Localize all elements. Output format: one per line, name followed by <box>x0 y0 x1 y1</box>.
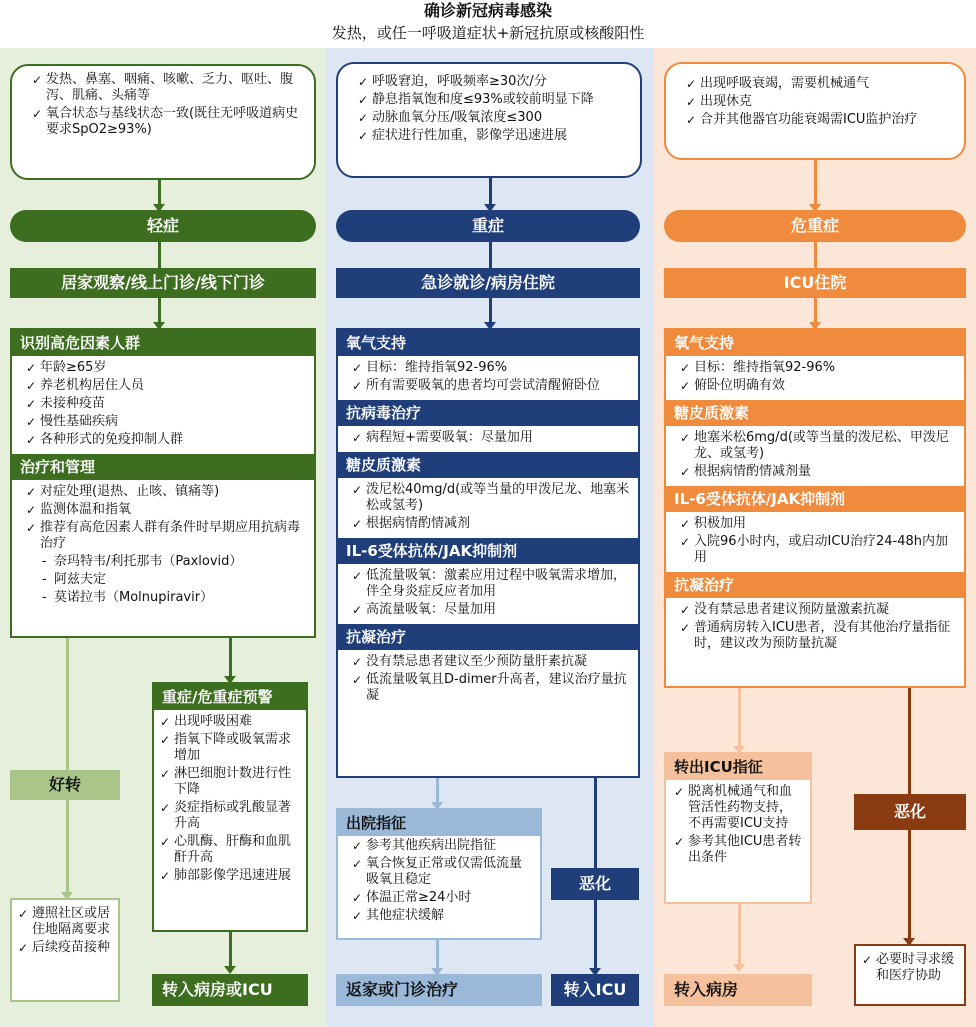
severe-criteria-item: ✓ 动脉血氧分压/吸氧浓度≤300 <box>356 110 630 126</box>
connector <box>814 242 817 268</box>
icu-transfer-out-item: ✓ 脱离机械通气和血管活性药物支持，不再需要ICU支持 <box>672 784 804 832</box>
severe-worsening-label: 恶化 <box>551 868 639 900</box>
discharge-criteria-item: ✓ 其他症状缓解 <box>350 908 534 924</box>
transfer-icu-label: 转入ICU <box>551 974 639 1006</box>
icu-anticoagulation-heading: 抗凝治疗 <box>666 572 964 598</box>
critical-criteria-box <box>664 62 966 160</box>
anticoagulation-heading: 抗凝治疗 <box>338 624 638 650</box>
page-title: 确诊新冠病毒感染 <box>423 1 552 20</box>
treatment-item: ✓ 推荐有高危因素人群有条件时早期应用抗病毒治疗 <box>24 520 308 552</box>
icu-il6-jak-item: ✓ 入院96小时内，或启动ICU治疗24-48h内加用 <box>678 534 958 566</box>
mild-management-panel <box>10 328 316 638</box>
warning-item: ✓ 指氧下降或吸氧需求增加 <box>158 732 300 764</box>
icu-transfer-out-item: ✓ 参考其他ICU患者转出条件 <box>672 834 804 866</box>
connector <box>814 160 817 210</box>
improved-label: 好转 <box>10 770 120 800</box>
il6-jak-item: ✓ 低流量吸氧：激素应用过程中吸氧需求增加，伴全身炎症反应者加用 <box>350 568 632 600</box>
icu-transfer-out-panel <box>664 752 812 904</box>
critical-care-setting: ICU住院 <box>664 268 966 298</box>
severe-warning-heading: 重症/危重症预警 <box>154 684 306 710</box>
critical-severity-pill: 危重症 <box>664 210 966 242</box>
steroid-heading: 糖皮质激素 <box>338 452 638 478</box>
oxygen-support-item: ✓ 目标：维持指氧92-96% <box>350 360 632 376</box>
risk-factor-item: ✓ 养老机构居住人员 <box>24 378 308 394</box>
mild-criteria-box <box>10 64 316 180</box>
improved-action-item: ✓ 遵照社区或居住地隔离要求 <box>16 906 114 938</box>
steroid-item: ✓ 根据病情酌情减剂 <box>350 516 632 532</box>
severe-care-setting: 急诊就诊/病房住院 <box>336 268 640 298</box>
risk-factor-item: ✓ 未接种疫苗 <box>24 396 308 412</box>
arrow-head <box>733 964 745 972</box>
critical-worsening-label: 恶化 <box>854 794 966 830</box>
transfer-ward-label: 转入病房 <box>664 974 812 1006</box>
connector <box>158 242 161 268</box>
home-or-outpatient-label: 返家或门诊治疗 <box>336 974 542 1006</box>
treatment-item: ✓ 对症处理(退热、止咳、镇痛等) <box>24 484 308 500</box>
severe-severity-pill: 重症 <box>336 210 640 242</box>
page-subtitle: 发热，或任一呼吸道症状+新冠抗原或核酸阳性 <box>331 24 645 42</box>
icu-steroid-item: ✓ 根据病情酌情减剂量 <box>678 464 958 480</box>
connector <box>908 688 911 794</box>
improved-action-item: ✓ 后续疫苗接种 <box>16 940 114 956</box>
treatment-item: ✓ 监测体温和指氧 <box>24 502 308 518</box>
arrow-head <box>224 966 236 974</box>
critical-criteria-item: ✓ 合并其他器官功能衰竭需ICU监护治疗 <box>684 112 954 128</box>
warning-item: ✓ 肺部影像学迅速进展 <box>158 868 300 884</box>
connector <box>66 800 69 898</box>
antiviral-drug-item: - 奈玛特韦/利托那韦（Paxlovid） <box>24 554 308 570</box>
critical-criteria-item: ✓ 出现呼吸衰竭，需要机械通气 <box>684 76 954 92</box>
discharge-criteria-item: ✓ 体温正常≥24小时 <box>350 890 534 906</box>
icu-anticoagulation-item: ✓ 没有禁忌患者建议预防量激素抗凝 <box>678 602 958 618</box>
connector <box>489 242 492 268</box>
risk-factor-item: ✓ 各种形式的免疫抑制人群 <box>24 432 308 448</box>
connector <box>738 904 741 970</box>
discharge-criteria-heading: 出院指征 <box>338 810 540 836</box>
il6-jak-item: ✓ 高流量吸氧：尽量加用 <box>350 602 632 618</box>
mild-criteria-item: ✓ 氧合状态与基线状态一致(既往无呼吸道病史要求SpO2≥93%) <box>30 106 304 138</box>
warning-item: ✓ 出现呼吸困难 <box>158 714 300 730</box>
icu-oxygen-support-heading: 氧气支持 <box>666 330 964 356</box>
icu-il6-jak-item: ✓ 积极加用 <box>678 516 958 532</box>
mild-care-setting: 居家观察/线上门诊/线下门诊 <box>10 268 316 298</box>
critical-criteria-item: ✓ 出现休克 <box>684 94 954 110</box>
severe-warning-panel <box>152 682 308 932</box>
il6-jak-heading: IL-6受体抗体/JAK抑制剂 <box>338 538 638 564</box>
warning-item: ✓ 炎症指标或乳酸显著升高 <box>158 800 300 832</box>
severe-treatment-panel <box>336 328 640 778</box>
treatment-heading: 治疗和管理 <box>12 454 314 480</box>
icu-transfer-out-heading: 转出ICU指征 <box>666 754 810 780</box>
anticoagulation-item: ✓ 低流量吸氧且D-dimer升高者，建议治疗量抗凝 <box>350 672 632 704</box>
risk-factor-item: ✓ 年龄≥65岁 <box>24 360 308 376</box>
transfer-ward-or-icu-label: 转入病房或ICU <box>152 974 308 1006</box>
severe-criteria-box <box>336 62 642 178</box>
severe-criteria-item: ✓ 症状进行性加重，影像学迅速进展 <box>356 128 630 144</box>
warning-item: ✓ 心肌酶、肝酶和血肌酐升高 <box>158 834 300 866</box>
risk-factor-item: ✓ 慢性基础疾病 <box>24 414 308 430</box>
risk-factors-heading: 识别高危因素人群 <box>12 330 314 356</box>
oxygen-support-item: ✓ 所有需要吸氧的患者均可尝试清醒俯卧位 <box>350 378 632 394</box>
icu-oxygen-support-item: ✓ 目标：维持指氧92-96% <box>678 360 958 376</box>
discharge-criteria-panel <box>336 808 542 940</box>
severe-criteria-item: ✓ 呼吸窘迫，呼吸频率≥30次/分 <box>356 74 630 90</box>
mild-criteria-item: ✓ 发热、鼻塞、咽痛、咳嗽、乏力、呕吐、腹泻、肌痛、头痛等 <box>30 72 304 104</box>
severe-criteria-item: ✓ 静息指氧饱和度≤93%或较前明显下降 <box>356 92 630 108</box>
palliative-care-box <box>854 944 966 1006</box>
warning-item: ✓ 淋巴细胞计数进行性下降 <box>158 766 300 798</box>
discharge-criteria-item: ✓ 参考其他疾病出院指征 <box>350 838 534 854</box>
anticoagulation-item: ✓ 没有禁忌患者建议至少预防量肝素抗凝 <box>350 654 632 670</box>
icu-oxygen-support-item: ✓ 俯卧位明确有效 <box>678 378 958 394</box>
antiviral-drug-item: - 阿兹夫定 <box>24 572 308 588</box>
connector <box>594 778 597 868</box>
icu-steroid-item: ✓ 地塞米松6mg/d(或等当量的泼尼松、甲泼尼龙、或氢考) <box>678 430 958 462</box>
improved-actions-box <box>10 898 120 1002</box>
oxygen-support-heading: 氧气支持 <box>338 330 638 356</box>
critical-treatment-panel <box>664 328 966 688</box>
connector <box>738 688 741 752</box>
connector <box>594 900 597 974</box>
mild-severity-pill: 轻症 <box>10 210 316 242</box>
steroid-item: ✓ 泼尼松40mg/d(或等当量的甲泼尼龙、地塞米松或氢考) <box>350 482 632 514</box>
discharge-criteria-item: ✓ 氧合恢复正常或仅需低流量吸氧且稳定 <box>350 856 534 888</box>
palliative-care-item: ✓ 必要时寻求缓和医疗协助 <box>860 952 960 984</box>
antiviral-heading: 抗病毒治疗 <box>338 400 638 426</box>
icu-anticoagulation-item: ✓ 普通病房转入ICU患者，没有其他治疗量指征时，建议改为预防量抗凝 <box>678 620 958 652</box>
icu-il6-jak-heading: IL-6受体抗体/JAK抑制剂 <box>666 486 964 512</box>
connector <box>908 830 911 944</box>
icu-steroid-heading: 糖皮质激素 <box>666 400 964 426</box>
connector <box>66 638 69 770</box>
antiviral-drug-item: - 莫诺拉韦（Molnupiravir） <box>24 590 308 606</box>
antiviral-item: ✓ 病程短+需要吸氧：尽量加用 <box>350 430 632 446</box>
